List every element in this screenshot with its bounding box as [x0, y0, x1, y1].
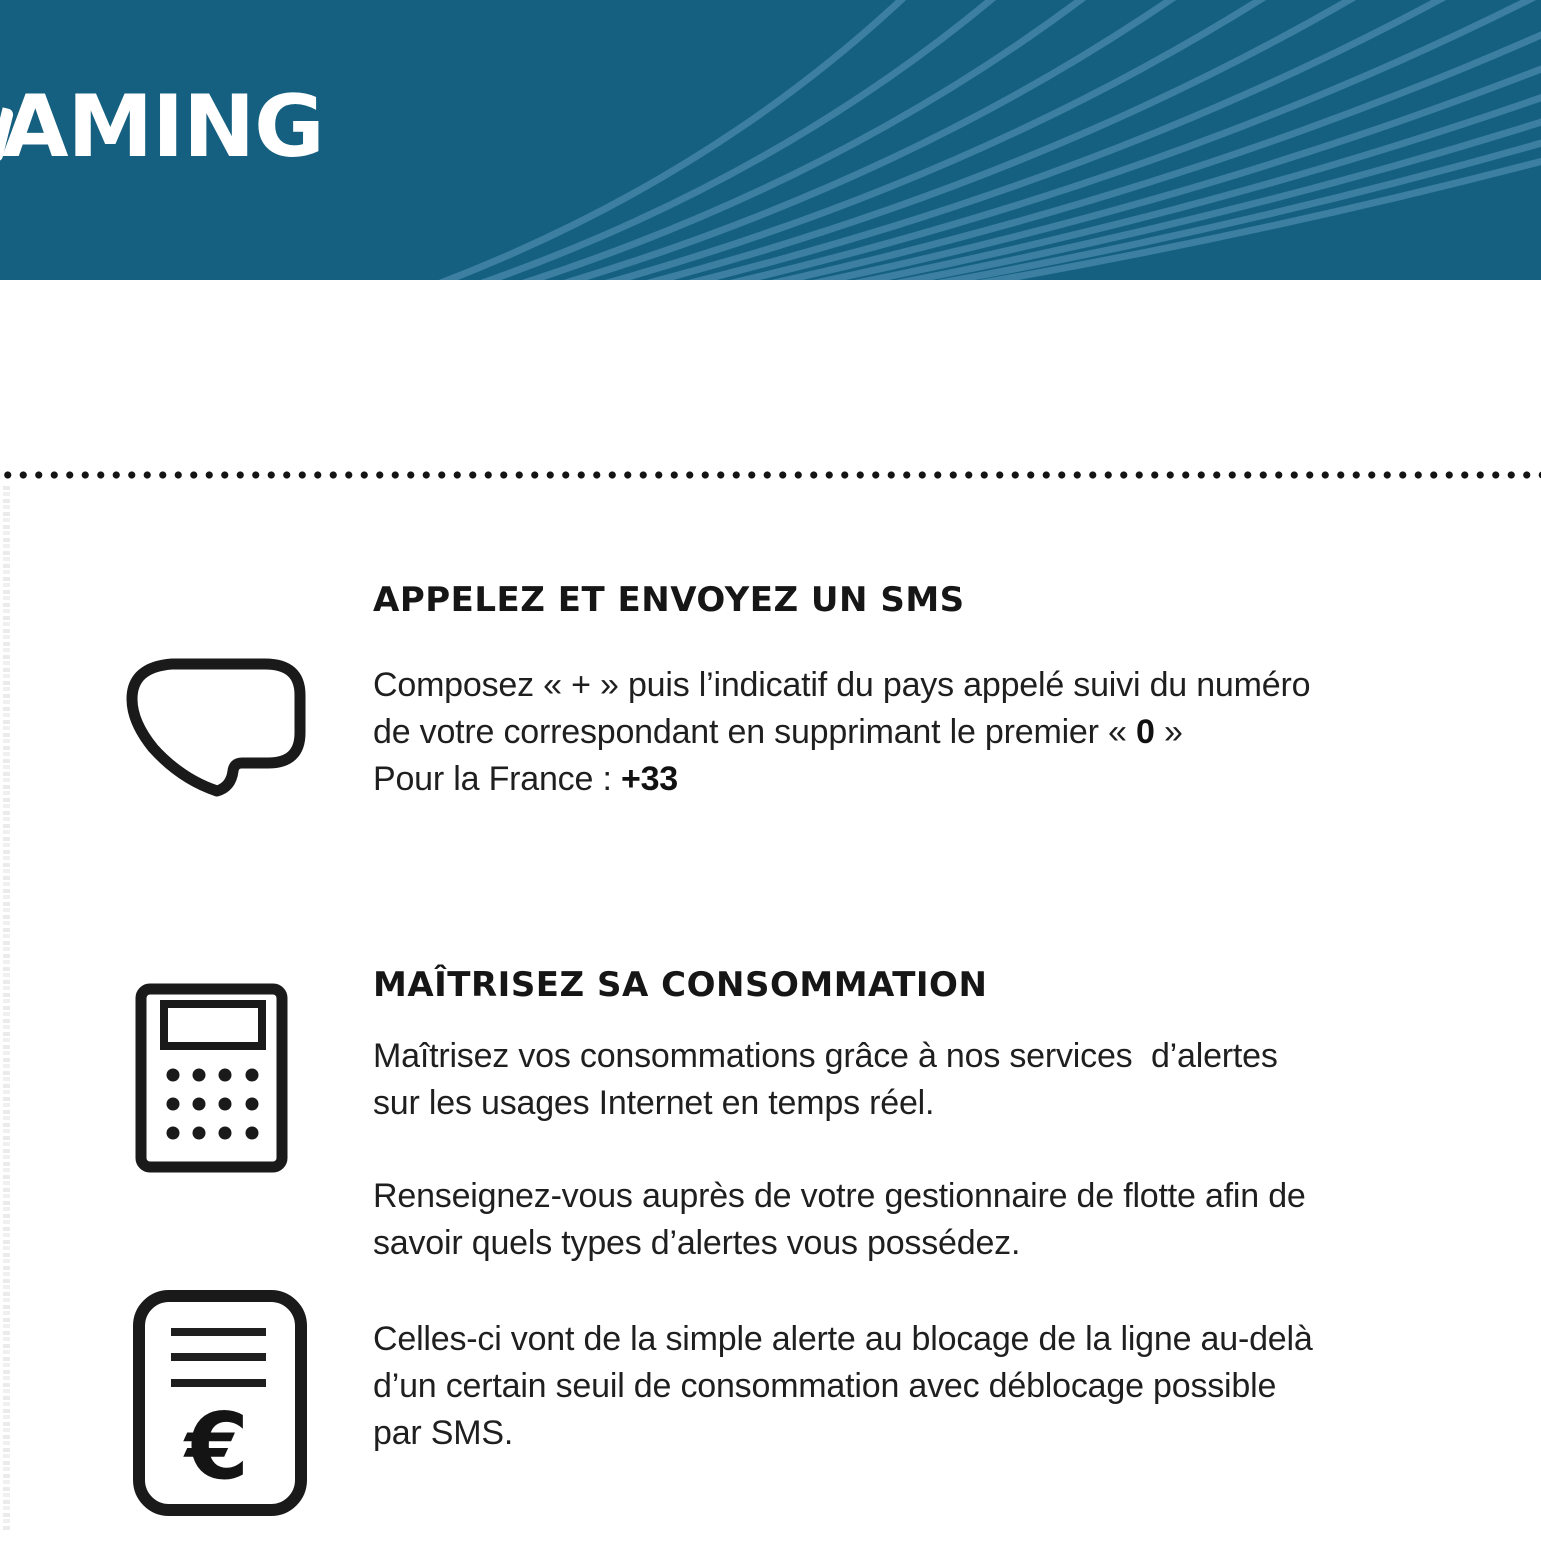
conso-p1-line-1: Maîtrisez vos consommations grâce à nos services d’alertes [373, 1037, 1278, 1075]
margin-fineprint-strip [3, 486, 10, 1531]
sms-line-3 [373, 756, 1310, 803]
conso-p2-line-2: savoir quels types d’alertes vous possédez. [373, 1224, 1021, 1262]
conso-p2-line-1: Renseignez-vous auprès de votre gestionnaire de flotte afin de [373, 1177, 1306, 1215]
text-segment: de votre correspondant en supprimant le premier « [373, 713, 1136, 751]
bold-zero: 0 [1135, 713, 1155, 751]
sms-line-2 [373, 709, 1310, 756]
speech-bubble-icon [125, 658, 307, 798]
consumption-paragraph-1 [373, 1033, 1278, 1127]
section-heading-sms: APPELEZ ET ENVOYEZ UN SMS [373, 580, 965, 620]
bold-country-code: +33 [620, 760, 679, 798]
consumption-paragraph-2 [373, 1173, 1306, 1267]
text-segment: Pour la France : [373, 760, 621, 798]
consumption-paragraph-3 [373, 1316, 1313, 1457]
sms-paragraph [373, 662, 1310, 803]
text-segment: » [1154, 713, 1183, 751]
sms-line-1: Composez « + » puis l’indicatif du pays appelé suivi du numéro [373, 666, 1311, 704]
page-title: AMING [2, 77, 324, 177]
section-heading-consumption: MAÎTRISEZ SA CONSOMMATION [373, 965, 988, 1005]
conso-p3-line-2: d’un certain seuil de consommation avec déblocage possible [373, 1367, 1277, 1405]
dotted-divider [0, 470, 1541, 480]
invoice-euro-icon [133, 1290, 307, 1516]
conso-p3-line-1: Celles-ci vont de la simple alerte au blocage de la ligne au-delà [373, 1320, 1313, 1358]
calculator-icon [135, 983, 288, 1173]
header-band [0, 0, 1541, 280]
svg-text:€: € [184, 1393, 250, 1500]
conso-p3-line-3: par SMS. [373, 1414, 514, 1452]
conso-p1-line-2: sur les usages Internet en temps réel. [373, 1084, 935, 1122]
